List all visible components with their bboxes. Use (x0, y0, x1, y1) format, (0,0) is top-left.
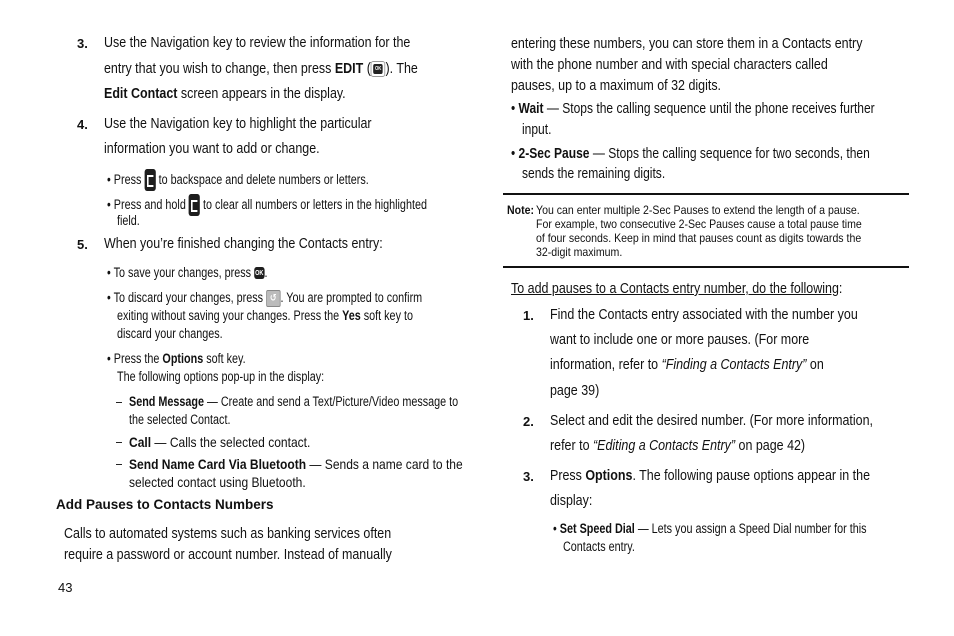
wait-bullet: • Wait — Stops the calling sequence until the phone receives further (511, 101, 875, 117)
ok-key-icon: OK (254, 267, 264, 279)
clear-key-icon (189, 194, 200, 216)
step-4-number: 4. (77, 117, 88, 132)
send-message-line-2: the selected Contact. (129, 412, 231, 427)
options-softkey-label: Options (162, 351, 204, 366)
edit-key-label: EDIT (334, 61, 364, 77)
editing-contacts-link: “Editing a Contacts Entry” (592, 438, 736, 454)
step-3-line-1: Use the Navigation key to review the information for the (104, 35, 411, 51)
note-line-4: 32-digit maximum. (536, 245, 623, 259)
step-4-bullet-2-line-2: field. (117, 213, 140, 228)
options-bullet: • Press the Options soft key. (107, 351, 246, 366)
back-key-icon: ↺ (266, 290, 280, 307)
paragraph-line-2: require a password or account number. Instead of manually (64, 547, 392, 563)
note-line-1: You can enter multiple 2-Sec Pauses to extend the length of a pause. (536, 203, 860, 217)
sub-option-dash: – (116, 434, 123, 449)
note-line-3: of four seconds. Keep in mind that pauses count as digits towards the (536, 231, 862, 245)
options-line-2: The following options pop-up in the display: (117, 369, 325, 384)
step-3-line-3: Edit Contact screen appears in the display. (104, 86, 346, 102)
step-1-number: 1. (523, 308, 534, 323)
step-1-line-1: Find the Contacts entry associated with the number you (550, 307, 858, 323)
continued-line-1: entering these numbers, you can store them in a Contacts entry (511, 36, 863, 52)
two-sec-pause-bullet: • 2-Sec Pause — Stops the calling sequence for two seconds, then (511, 146, 870, 162)
ok-key-icon: OK (371, 61, 386, 77)
note-bottom-rule (503, 266, 909, 268)
yes-softkey-label: Yes (342, 308, 361, 323)
send-name-card-line-2: selected contact using Bluetooth. (129, 474, 306, 490)
discard-changes-line-3: discard your changes. (117, 326, 223, 341)
step-4-bullet-2: • Press and hold to clear all numbers or letters in the highlighted (107, 194, 427, 216)
two-sec-pause-line-2: sends the remaining digits. (522, 166, 666, 182)
paragraph-line-1: Calls to automated systems such as banking services often (64, 526, 392, 542)
step-3-line-2: display: (550, 493, 593, 509)
discard-changes-bullet: • To discard your changes, press ↺ . You are prompted to confirm (107, 290, 423, 305)
send-name-card-option: Send Name Card Via Bluetooth — Sends a name card to the (129, 456, 463, 472)
sub-option-dash: – (116, 456, 123, 471)
step-1-line-4: page 39) (550, 383, 600, 399)
options-softkey-label: Options (585, 468, 633, 484)
instructions-intro: To add pauses to a Contacts entry number, do the following: (511, 281, 843, 297)
step-1-line-3: information, refer to “Finding a Contacts Entry” on (550, 357, 824, 373)
send-message-option: Send Message — Create and send a Text/Picture/Video message to (129, 394, 459, 409)
step-1-line-2: want to include one or more pauses. (For more (550, 332, 810, 348)
step-3-number: 3. (523, 469, 534, 484)
call-option: Call — Calls the selected contact. (129, 434, 311, 450)
set-speed-dial-line-2: Contacts entry. (563, 539, 635, 554)
step-3-number: 3. (77, 36, 88, 51)
note-label: Note: (507, 203, 534, 217)
step-2-line-2: refer to “Editing a Contacts Entry” on page 42) (550, 438, 806, 454)
step-3-line-1: Press Options. The following pause options appear in the (550, 468, 871, 484)
step-5-number: 5. (77, 237, 88, 252)
step-4-bullet-1: • Press to backspace and delete numbers or letters. (107, 169, 369, 191)
note-top-rule (503, 193, 909, 195)
step-5-line-1: When you’re finished changing the Contacts entry: (104, 236, 383, 252)
step-3-line-2: entry that you wish to change, then press EDIT ( OK ). The (104, 61, 418, 77)
note-line-2: For example, two consecutive 2-Sec Pauses cause a total pause time (536, 217, 862, 231)
save-changes-bullet: • To save your changes, press OK. (107, 265, 268, 280)
discard-changes-line-2: exiting without saving your changes. Press the Yes soft key to (117, 308, 413, 323)
edit-contact-label: Edit Contact (104, 86, 178, 102)
sub-option-dash: – (116, 394, 123, 409)
clear-key-icon (144, 169, 155, 191)
section-heading: Add Pauses to Contacts Numbers (56, 497, 274, 512)
step-2-number: 2. (523, 414, 534, 429)
wait-bullet-line-2: input. (522, 122, 552, 138)
set-speed-dial-bullet: • Set Speed Dial — Lets you assign a Speed Dial number for this (553, 521, 867, 536)
finding-contacts-link: “Finding a Contacts Entry” (661, 357, 807, 373)
step-4-line-2: information you want to add or change. (104, 141, 320, 157)
page-number: 43 (58, 580, 73, 595)
continued-line-2: with the phone number and with special characters called (511, 57, 828, 73)
continued-line-3: pauses, up to a maximum of 32 digits. (511, 78, 722, 94)
step-2-line-1: Select and edit the desired number. (For more information, (550, 413, 873, 429)
step-4-line-1: Use the Navigation key to highlight the particular (104, 116, 372, 132)
